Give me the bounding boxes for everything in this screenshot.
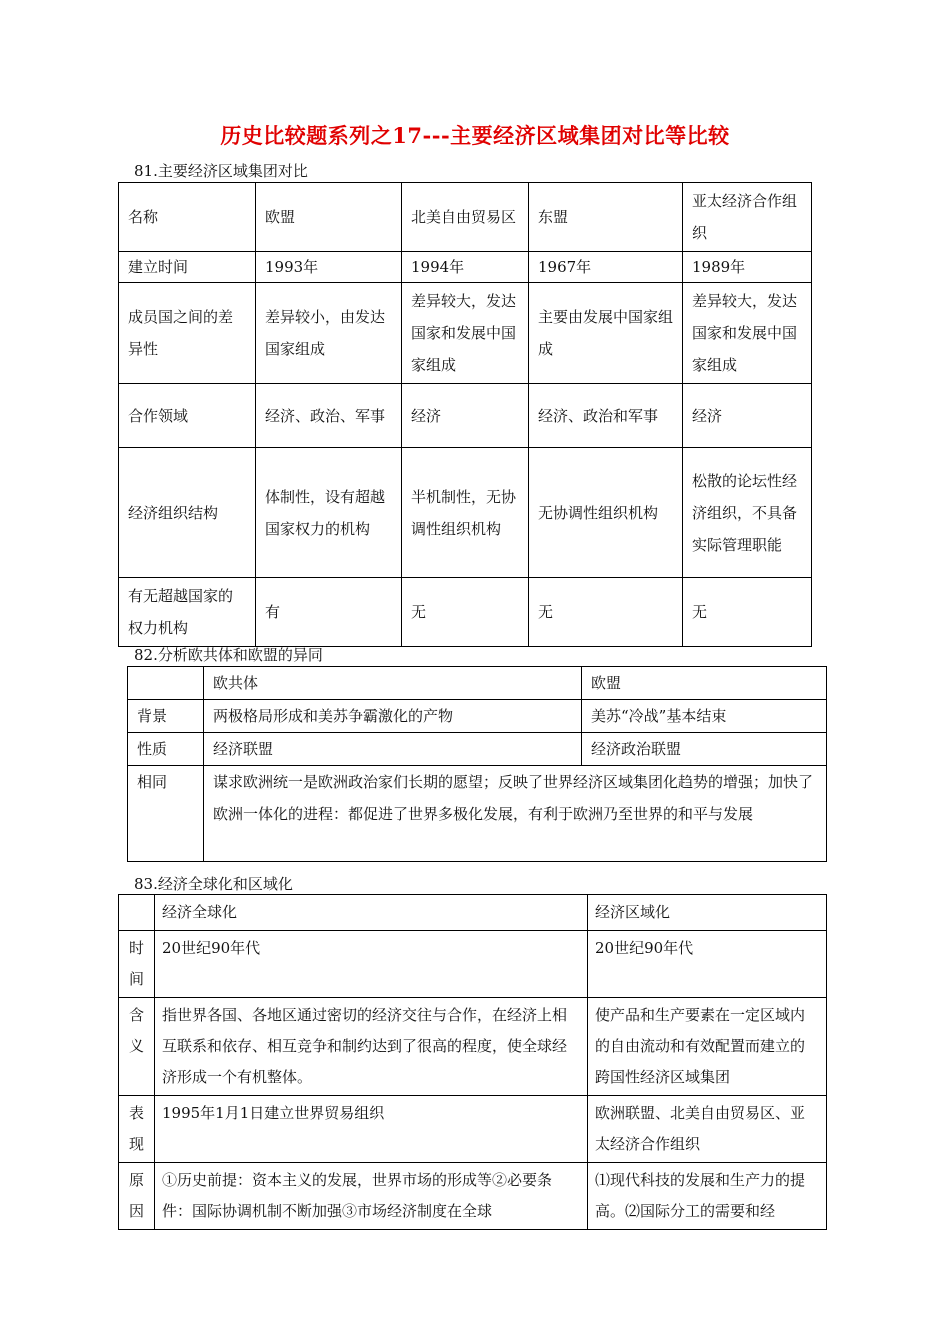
table-cell: 无 (683, 578, 812, 647)
table-cell: 1967年 (529, 252, 683, 283)
table-cell: 表现 (119, 1096, 155, 1163)
table-cell: 1989年 (683, 252, 812, 283)
header-cell: 亚太经济合作组织 (683, 183, 812, 252)
table-cell: 指世界各国、各地区通过密切的经济交往与合作，在经济上相互联系和依存、相互竞争和制约达到了很高的程度，使全球经济形成一个有机整体。 (155, 998, 588, 1096)
header-cell: 名称 (119, 183, 256, 252)
table-cell: 差异较小，由发达国家组成 (256, 283, 402, 384)
table-cell: 欧洲联盟、北美自由贸易区、亚太经济合作组织 (588, 1096, 827, 1163)
table-cell: 两极格局形成和美苏争霸激化的产物 (204, 700, 582, 733)
table-cell: 美苏“冷战”基本结束 (582, 700, 827, 733)
table-cell: 主要由发展中国家组成 (529, 283, 683, 384)
table-cell: 背景 (128, 700, 204, 733)
table-cell: 建立时间 (119, 252, 256, 283)
table-row (119, 1163, 827, 1230)
header-cell: 东盟 (529, 183, 683, 252)
table-cell: 使产品和生产要素在一定区域内的自由流动和有效配置而建立的跨国性经济区域集团 (588, 998, 827, 1096)
table-cell: 谋求欧洲统一是欧洲政治家们长期的愿望；反映了世界经济区域集团化趋势的增强；加快了欧洲一体化的进程：都促进了世界多极化发展，有利于欧洲乃至世界的和平与发展 (204, 766, 827, 862)
table-cell: 经济、政治和军事 (529, 384, 683, 448)
table-row (119, 895, 827, 931)
table-cell: 20世纪90年代 (588, 931, 827, 998)
table-cell: 1994年 (402, 252, 529, 283)
table-row (119, 578, 812, 647)
table-row (128, 766, 827, 862)
header-cell: 经济全球化 (155, 895, 588, 931)
section-83-label: 83.经济全球化和区域化 (134, 875, 293, 893)
table-cell: 差异较大，发达国家和发展中国家组成 (402, 283, 529, 384)
header-cell: 经济区域化 (588, 895, 827, 931)
table-cell: 经济、政治、军事 (256, 384, 402, 448)
document-title: 历史比较题系列之17---主要经济区域集团对比等比较 (220, 123, 730, 148)
table-83 (118, 894, 827, 1230)
table-cell: 无 (402, 578, 529, 647)
section-81-label: 81.主要经济区域集团对比 (134, 162, 308, 180)
table-cell: 原因 (119, 1163, 155, 1230)
table-cell: 性质 (128, 733, 204, 766)
table-row (128, 700, 827, 733)
table-cell: 差异较大，发达国家和发展中国家组成 (683, 283, 812, 384)
table-row (119, 448, 812, 578)
table-cell: 时间 (119, 931, 155, 998)
table-cell: 1993年 (256, 252, 402, 283)
table-cell: 经济组织结构 (119, 448, 256, 578)
table-cell: 经济联盟 (204, 733, 582, 766)
table-cell: 体制性，设有超越国家权力的机构 (256, 448, 402, 578)
table-cell: 成员国之间的差异性 (119, 283, 256, 384)
table-cell: ①历史前提：资本主义的发展，世界市场的形成等②必要条件：国际协调机制不断加强③市场经济制度在全球 (155, 1163, 588, 1230)
table-row (119, 931, 827, 998)
table-cell: 含义 (119, 998, 155, 1096)
table-cell: 1995年1月1日建立世界贸易组织 (155, 1096, 588, 1163)
table-cell: 有无超越国家的权力机构 (119, 578, 256, 647)
table-81 (118, 182, 812, 647)
table-cell: 20世纪90年代 (155, 931, 588, 998)
table-row (119, 252, 812, 283)
table-82 (127, 666, 827, 862)
section-82-label: 82.分析欧共体和欧盟的异同 (134, 646, 323, 664)
table-row (119, 998, 827, 1096)
table-cell: ⑴现代科技的发展和生产力的提高。⑵国际分工的需要和经 (588, 1163, 827, 1230)
table-row (128, 667, 827, 700)
table-cell: 经济政治联盟 (582, 733, 827, 766)
table-cell: 无 (529, 578, 683, 647)
header-cell: 欧盟 (582, 667, 827, 700)
table-row (119, 1096, 827, 1163)
header-cell: 欧共体 (204, 667, 582, 700)
header-cell (128, 667, 204, 700)
table-cell: 经济 (402, 384, 529, 448)
table-cell: 无协调性组织机构 (529, 448, 683, 578)
table-cell: 经济 (683, 384, 812, 448)
table-cell: 有 (256, 578, 402, 647)
header-cell (119, 895, 155, 931)
table-cell: 半机制性，无协调性组织机构 (402, 448, 529, 578)
header-cell: 欧盟 (256, 183, 402, 252)
table-row (119, 384, 812, 448)
header-cell: 北美自由贸易区 (402, 183, 529, 252)
table-cell: 合作领域 (119, 384, 256, 448)
table-row (119, 283, 812, 384)
table-row (128, 733, 827, 766)
table-cell: 相同 (128, 766, 204, 862)
table-cell: 松散的论坛性经济组织，不具备实际管理职能 (683, 448, 812, 578)
table-row (119, 183, 812, 252)
